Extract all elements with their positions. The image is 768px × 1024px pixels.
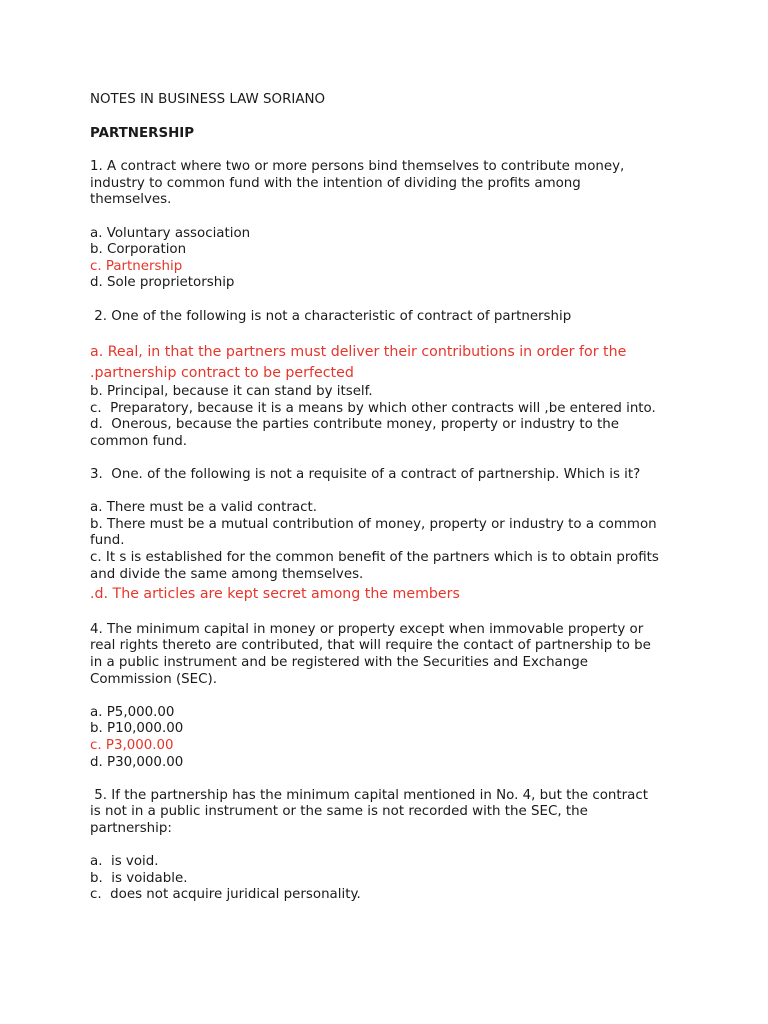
question-1-stem-line: 1. A contract where two or more persons bind themselves to contribute money, <box>90 159 625 175</box>
spacer <box>90 605 690 622</box>
spacer <box>90 838 690 855</box>
question-5-stem-line: partnership: <box>90 820 172 836</box>
question-5-choice-a: a. is void. <box>90 854 159 870</box>
question-3-choice-c: c. It s is established for the common benefit of the partners which is to obtain profits <box>90 550 659 566</box>
question-1-choice-d: d. Sole proprietorship <box>90 275 235 291</box>
question-1-choice-c-answer: c. Partnership <box>90 258 183 274</box>
question-3-choice-c-cont: and divide the same among themselves. <box>90 566 364 582</box>
question-3-stem-line: 3. One. of the following is not a requisite of a contract of partnership. Which is it? <box>90 467 641 483</box>
question-3-choice-d-answer: .d. The articles are kept secret among the members <box>90 586 460 603</box>
question-4-stem-line: real rights thereto are contributed, that will require the contact of partnership to be <box>90 638 651 654</box>
question-2-choice-a-answer: a. Real, in that the partners must deliver their contributions in order for the <box>90 344 627 361</box>
question-2-choice-b: b. Principal, because it can stand by itself. <box>90 384 373 400</box>
question-1-stem-line: themselves. <box>90 192 172 208</box>
spacer <box>90 142 690 159</box>
spacer <box>90 451 690 468</box>
question-4-choice-a: a. P5,000.00 <box>90 704 175 720</box>
question-2-choice-a-answer-cont: .partnership contract to be perfected <box>90 365 354 382</box>
spacer <box>90 209 690 226</box>
question-2-choice-d: d. Onerous, because the parties contribute money, property or industry to the <box>90 417 620 433</box>
question-2 <box>90 309 690 451</box>
question-5 <box>90 788 690 904</box>
question-3-choice-b: b. There must be a mutual contribution of money, property or industry to a common <box>90 516 657 532</box>
question-4-stem-line: 4. The minimum capital in money or property except when immovable property or <box>90 621 644 637</box>
spacer <box>90 292 690 309</box>
question-5-stem-line: 5. If the partnership has the minimum capital mentioned in No. 4, but the contract <box>90 787 648 803</box>
question-5-choice-c: c. does not acquire juridical personality. <box>90 887 361 903</box>
spacer <box>90 688 690 705</box>
spacer <box>90 771 690 788</box>
question-4-stem-line: in a public instrument and be registered with the Securities and Exchange <box>90 655 588 671</box>
spacer <box>90 325 690 342</box>
question-4 <box>90 622 690 771</box>
document-body <box>90 92 690 904</box>
question-2-choice-c: c. Preparatory, because it is a means by which other contracts will ,be entered into. <box>90 400 656 416</box>
question-5-choice-b: b. is voidable. <box>90 870 188 886</box>
question-4-choice-b: b. P10,000.00 <box>90 721 184 737</box>
question-3-choice-a: a. There must be a valid contract. <box>90 500 317 516</box>
spacer <box>90 109 690 126</box>
question-1-choice-a: a. Voluntary association <box>90 225 251 241</box>
question-5-stem-line: is not in a public instrument or the same is not recorded with the SEC, the <box>90 804 588 820</box>
question-3-choice-b-cont: fund. <box>90 533 125 549</box>
document-title: NOTES IN BUSINESS LAW SORIANO <box>90 92 326 107</box>
question-4-choice-d: d. P30,000.00 <box>90 754 184 770</box>
question-1-choice-b: b. Corporation <box>90 242 187 258</box>
question-2-stem-line: 2. One of the following is not a characteristic of contract of partnership <box>90 308 572 324</box>
question-3 <box>90 467 690 605</box>
spacer <box>90 484 690 501</box>
section-heading: PARTNERSHIP <box>90 125 195 141</box>
question-4-stem-line: Commission (SEC). <box>90 671 217 687</box>
question-1-stem-line: industry to common fund with the intention of dividing the profits among <box>90 175 581 191</box>
question-4-choice-c-answer: c. P3,000.00 <box>90 738 174 753</box>
question-1 <box>90 159 690 292</box>
question-2-choice-d-cont: common fund. <box>90 433 188 449</box>
